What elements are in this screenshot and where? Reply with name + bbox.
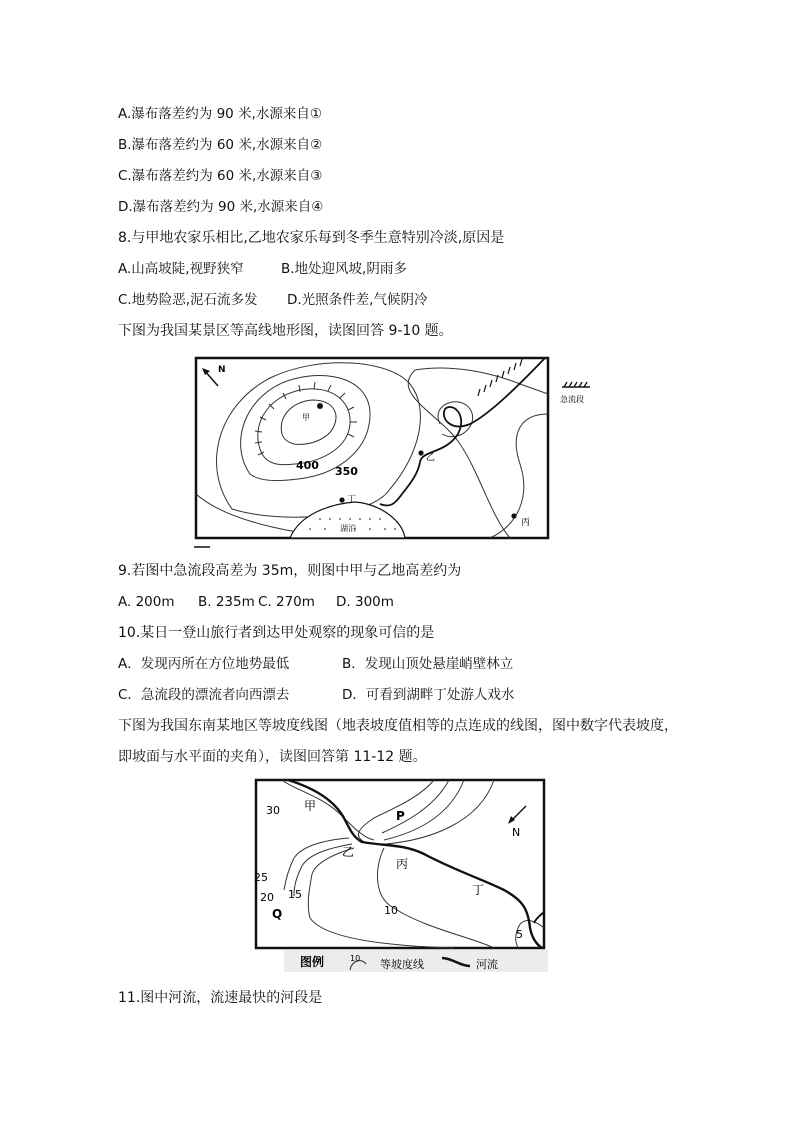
q7-option-c: C.瀑布落差约为 60 米,水源来自③ bbox=[118, 168, 323, 184]
q8-stem: 8.与甲地农家乐相比,乙地农家乐每到冬季生意特别冷淡,原因是 bbox=[118, 230, 505, 246]
q10-option-a: A．发现丙所在方位地势最低 bbox=[118, 656, 290, 672]
slope-10: 10 bbox=[384, 904, 398, 917]
north-arrow-icon bbox=[202, 368, 218, 386]
slope-20: 20 bbox=[260, 891, 274, 904]
q8-option-d: D.光照条件差,气候阴冷 bbox=[287, 292, 428, 308]
legend-value: 10 bbox=[350, 954, 361, 963]
slope-25: 25 bbox=[254, 871, 268, 884]
north-label: N bbox=[218, 365, 226, 375]
point-bing bbox=[511, 513, 516, 518]
q7-option-a: A.瀑布落差约为 90 米,水源来自① bbox=[118, 106, 322, 122]
slope-5: 5 bbox=[516, 928, 523, 941]
point-yi bbox=[418, 450, 423, 455]
q9-option-c: C. 270m bbox=[258, 594, 315, 610]
legend-title: 图例 bbox=[300, 955, 325, 969]
contour-map bbox=[190, 354, 620, 550]
point-jia-2: 甲 bbox=[304, 799, 317, 813]
q10-option-d: D．可看到湖畔丁处游人戏水 bbox=[342, 687, 515, 703]
point-jia bbox=[317, 403, 323, 409]
q8-option-a: A.山高坡陡,视野狭窄 bbox=[118, 261, 244, 277]
q9-option-d: D. 300m bbox=[336, 594, 394, 610]
q11-stem: 11.图中河流，流速最快的河段是 bbox=[118, 990, 323, 1006]
lake-label: 湖泊 bbox=[340, 524, 356, 533]
intro-11-12-line2: 即坡面与水平面的夹角），读图回答第 11-12 题。 bbox=[118, 749, 427, 765]
point-q: Q bbox=[272, 907, 283, 921]
intro-9-10: 下图为我国某景区等高线地形图，读图回答 9-10 题。 bbox=[118, 323, 453, 339]
point-ding bbox=[339, 497, 344, 502]
q10-option-b: B．发现山顶处悬崖峭壁林立 bbox=[342, 656, 514, 672]
slope-15: 15 bbox=[288, 888, 302, 901]
north-label-2: N bbox=[512, 826, 521, 839]
q8-option-b: B.地处迎风坡,阴雨多 bbox=[281, 261, 407, 277]
point-p: P bbox=[396, 809, 405, 823]
slope-map bbox=[254, 778, 548, 974]
point-ding-2: 丁 bbox=[472, 883, 485, 897]
point-bing-2: 丙 bbox=[396, 857, 409, 871]
q9-option-b: B. 235m bbox=[198, 594, 255, 610]
contour-label-400: 400 bbox=[296, 459, 319, 472]
q9-stem: 9.若图中急流段高差为 35m，则图中甲与乙地高差约为 bbox=[118, 563, 462, 579]
point-ding-label: 丁 bbox=[347, 495, 357, 505]
q7-option-d: D.瀑布落差约为 90 米,水源来自④ bbox=[118, 199, 324, 215]
q10-stem: 10.某日一登山旅行者到达甲处观察的现象可信的是 bbox=[118, 625, 435, 641]
q8-option-c: C.地势险恶,泥石流多发 bbox=[118, 292, 258, 308]
legend-slope-label: 等坡度线 bbox=[380, 958, 424, 971]
q9-option-a: A. 200m bbox=[118, 594, 175, 610]
point-bing-label: 丙 bbox=[521, 518, 531, 528]
rapids-legend-icon bbox=[562, 382, 590, 387]
q10-option-c: C．急流段的漂流者向西漂去 bbox=[118, 687, 290, 703]
point-jia-label: 甲 bbox=[302, 413, 310, 422]
intro-11-12-line1: 下图为我国东南某地区等坡度线图（地表坡度值相等的点连成的线图，图中数字代表坡度， bbox=[118, 718, 678, 734]
point-yi-label: 乙 bbox=[426, 453, 436, 463]
point-yi-2: 乙 bbox=[342, 845, 355, 859]
slope-30: 30 bbox=[266, 804, 280, 817]
q7-option-b: B.瀑布落差约为 60 米,水源来自② bbox=[118, 137, 323, 153]
north-arrow-icon-2 bbox=[508, 806, 526, 824]
contour-label-350: 350 bbox=[335, 465, 358, 478]
legend-river-label: 河流 bbox=[476, 958, 498, 971]
rapids-legend-label: 急流段 bbox=[560, 395, 584, 404]
